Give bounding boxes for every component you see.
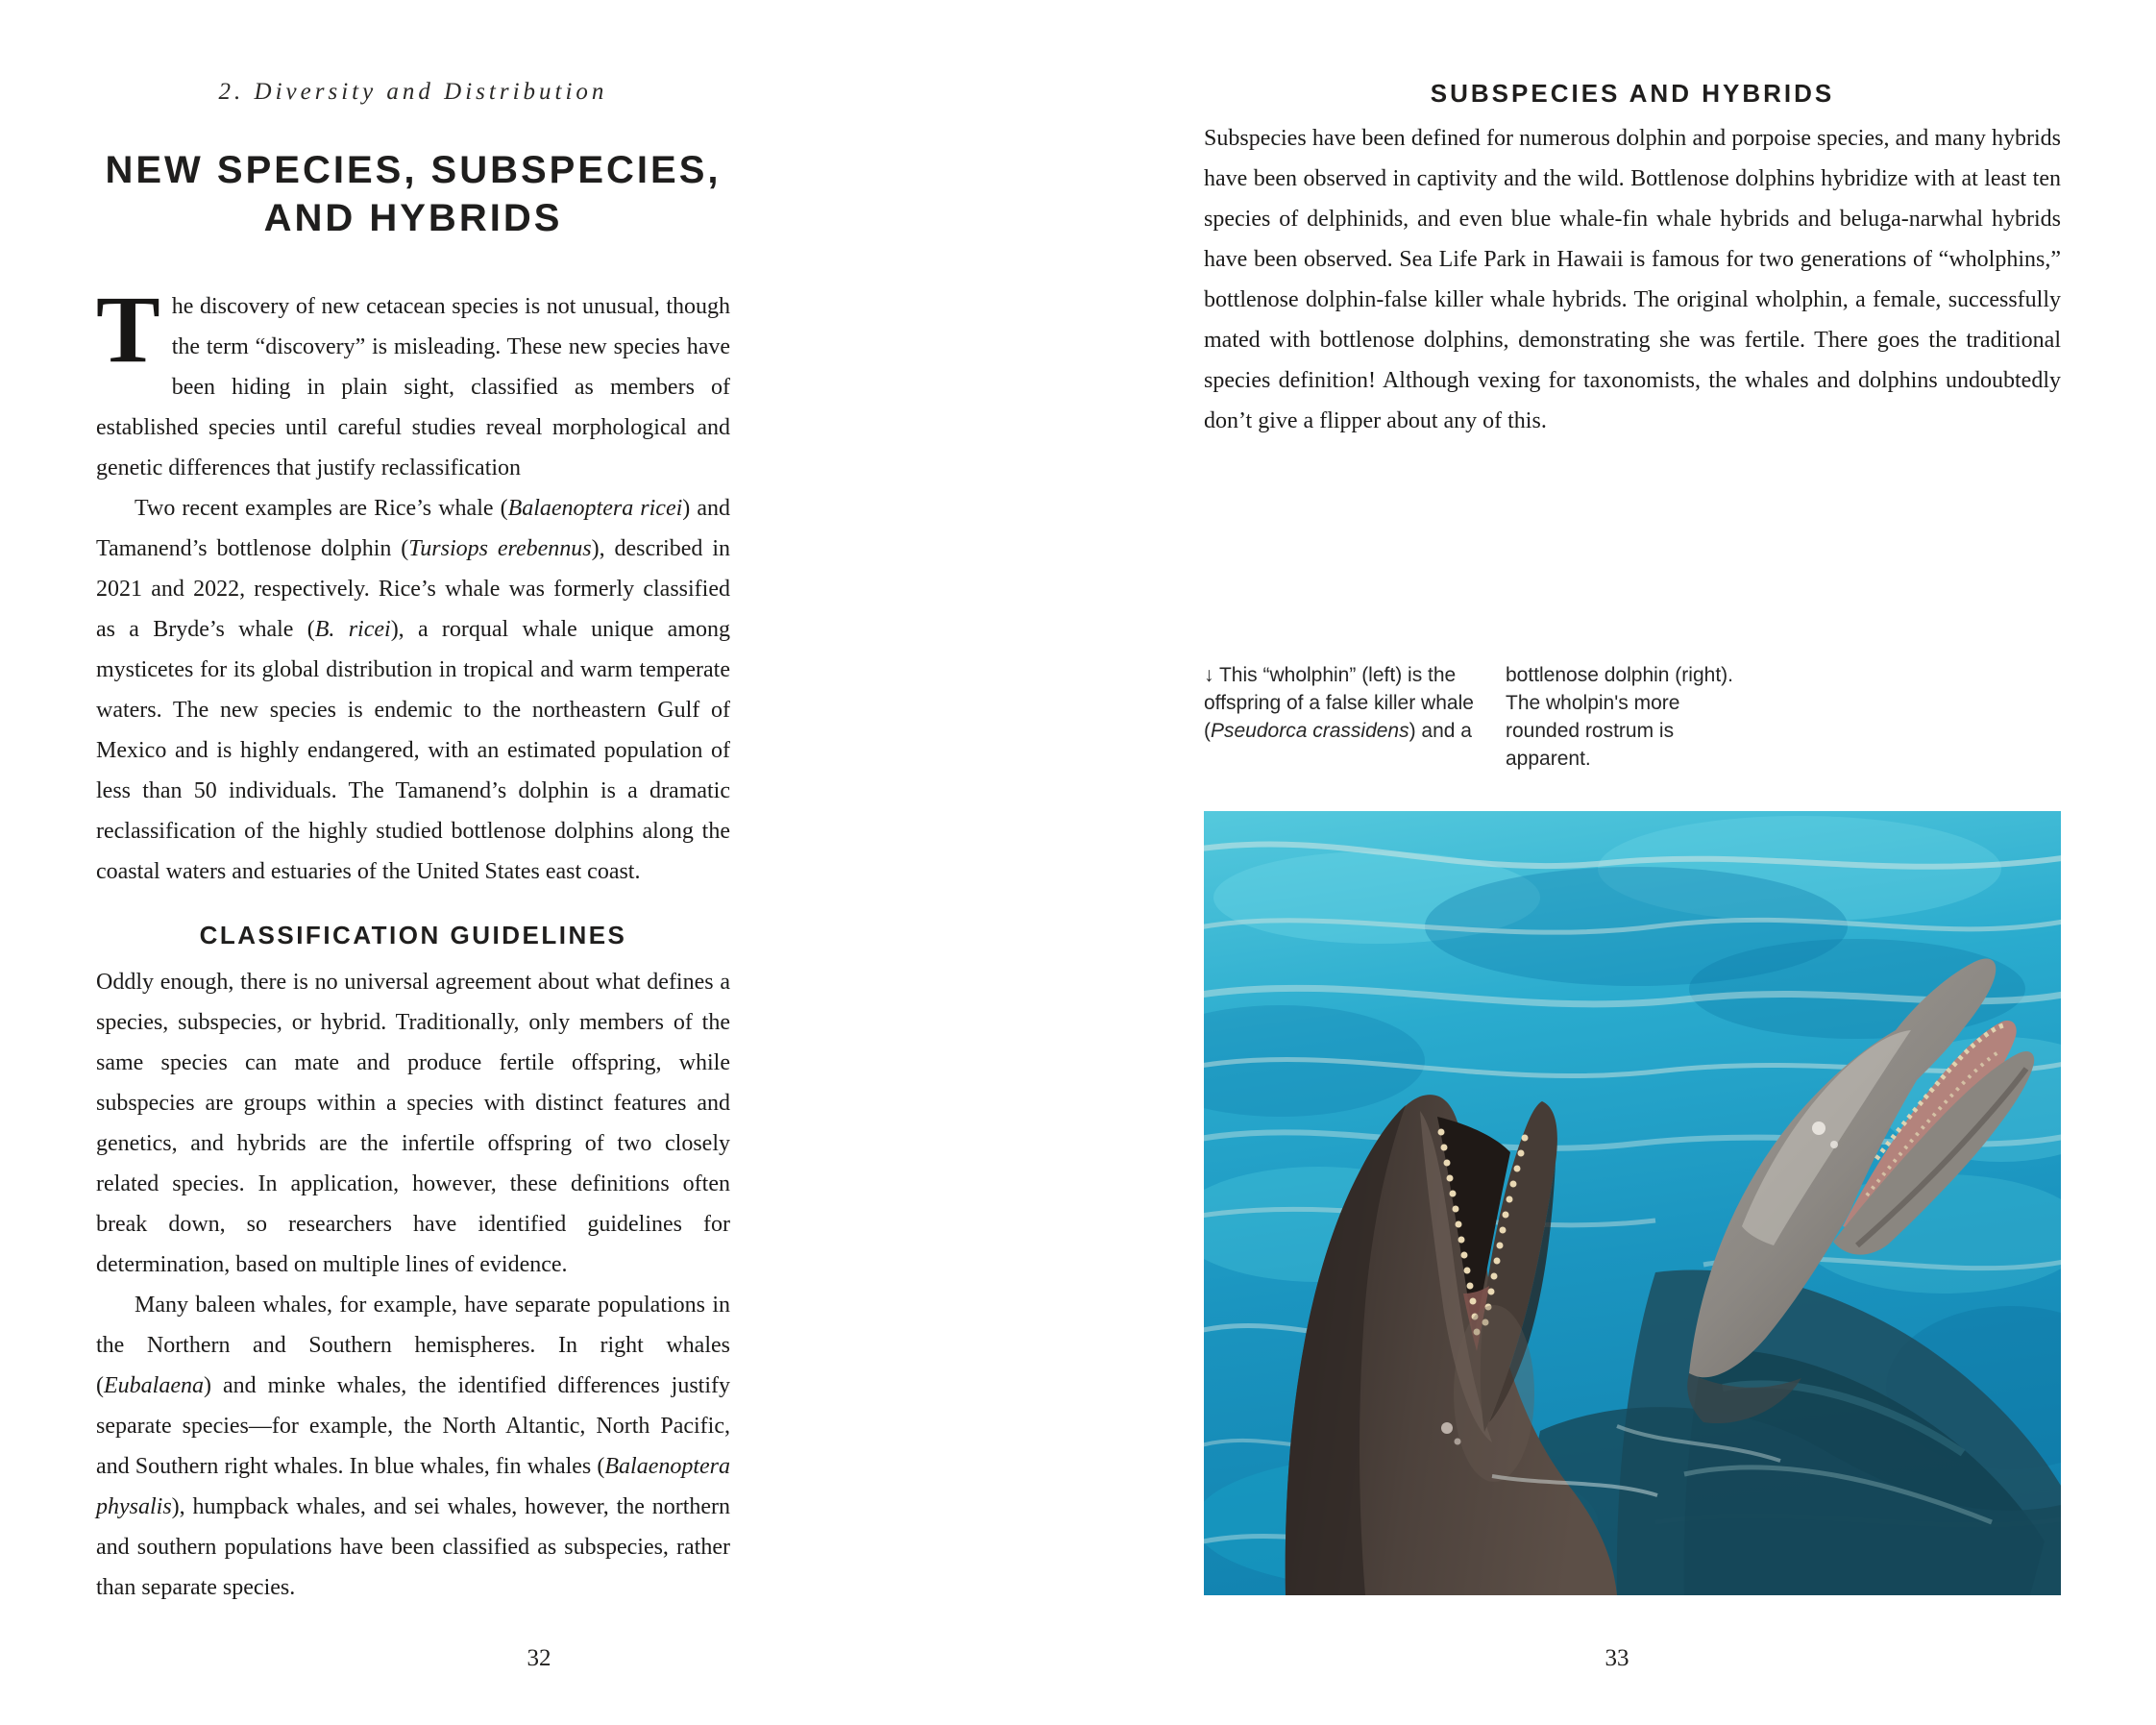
left-body-block — [96, 276, 731, 1608]
running-header: 2. Diversity and Distribution — [218, 79, 608, 105]
page-title — [96, 146, 730, 242]
down-arrow-icon: ↓ — [1204, 664, 1219, 686]
page-number-right: 33 — [1605, 1645, 1629, 1671]
section-heading: CLASSIFICATION GUIDELINES — [199, 921, 627, 949]
page-number-left: 32 — [527, 1645, 551, 1671]
photo-caption — [1204, 661, 2061, 796]
right-column — [1204, 0, 2061, 441]
body-paragraph-1-text: he discovery of new cetacean species is not unusual, though the term “discovery” is misleading. These new species have been hiding in plain sight, classified as members of established species until careful studies reveal morphological and genetic differences that justify reclassification — [96, 294, 730, 481]
body-paragraph-3: Oddly enough, there is no universal agreement about what defines a species, subspecies, or hybrid. Traditionally, only members of the same species can mate and produce fertile offspring, while subspecies are groups within a species with distinct features and genetics, and hybrids are the infertile offspring of two closely related species. In application, however, these definitions often break down, so researchers have identified guidelines for determination, based on multiple lines of evidence. — [96, 970, 730, 1277]
body-paragraph-4: Many baleen whales, for example, have separate populations in the Northern and Southern hemispheres. In right whales (Eubalaena) and minke whales, the identified differences justify separate species—for example, the North Altantic, North Pacific, and Southern right whales. In blue whales, fin whales (Balaenoptera physalis), humpback whales, and sei whales, however, the northern and southern populations have been classified as subspecies, rather than separate species. — [96, 1293, 730, 1600]
caption-column-2: bottlenose dolphin (right). The wholpin's more rounded rostrum is apparent. — [1506, 664, 1733, 770]
body-paragraph-2: Two recent examples are Rice’s whale (Balaenoptera ricei) and Tamanend’s bottlenose dolphin (Tursiops erebennus), described in 2021 and 2022, respectively. Rice’s whale was formerly classified as a Bryde’s whale (B. ricei), a rorqual whale unique among mysticetes for its global distribution in tropical and warm temperate waters. The new species is endemic to the northeastern Gulf of Mexico and is highly endangered, with an estimated population of less than 50 individuals. The Tamanend’s dolphin is a dramatic reclassification of the highly studied bottlenose dolphins along the coastal waters and estuaries of the United States east coast. — [96, 496, 731, 884]
page-title-line1: NEW SPECIES, SUBSPECIES, — [105, 149, 722, 191]
left-column — [96, 0, 730, 1608]
page-title-line2: AND HYBRIDS — [263, 197, 563, 239]
caption-column-1 — [1204, 661, 1484, 745]
body-paragraph-1 — [96, 276, 730, 488]
right-body-paragraph: Subspecies have been defined for numerous dolphin and porpoise species, and many hybrids have been observed in captivity and the wild. Bottlenose dolphins hybridize with at least ten species of delphinids, and even blue whale-fin whale hybrids and beluga-narwhal hybrids have been observed. Sea Life Park in Hawaii is famous for two generations of “wholphins,” bottlenose dolphin-false killer whale hybrids. The original wholphin, a female, successfully mated with bottlenose dolphins, demonstrating she was fertile. There goes the traditional species definition! Although vexing for taxonomists, the whales and dolphins undoubtedly don’t give a flipper about any of this. — [1204, 126, 2061, 433]
wholphin-photo-illustration — [1204, 811, 2061, 1595]
caption-column-1-text: This “wholphin” (left) is the offspring of a false killer whale (Pseudorca crassidens) and a — [1204, 664, 1474, 742]
wholphin-photo — [1204, 811, 2061, 1595]
drop-cap: T — [96, 276, 160, 382]
right-page — [1078, 0, 2156, 1725]
right-section-header: SUBSPECIES AND HYBRIDS — [1430, 79, 1835, 108]
